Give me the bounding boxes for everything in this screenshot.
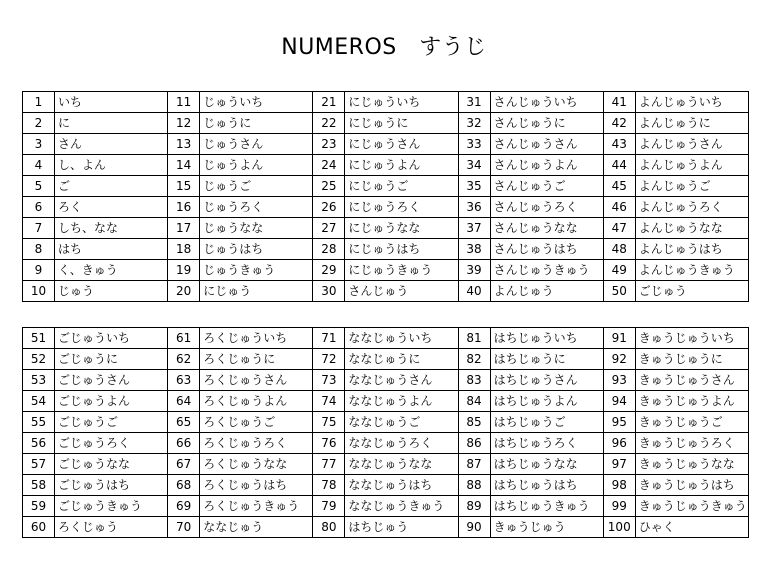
number-cell: 34 [458, 155, 490, 176]
number-cell: 93 [603, 370, 635, 391]
number-cell: 54 [23, 391, 55, 412]
reading-cell: ななじゅうよん [345, 391, 458, 412]
reading-cell: く、きゅう [55, 260, 168, 281]
number-cell: 84 [458, 391, 490, 412]
number-cell: 4 [23, 155, 55, 176]
number-cell: 38 [458, 239, 490, 260]
number-cell: 100 [603, 517, 635, 538]
reading-cell: ろくじゅうろく [200, 433, 313, 454]
number-cell: 76 [313, 433, 345, 454]
number-cell: 55 [23, 412, 55, 433]
reading-cell: ろく [55, 197, 168, 218]
reading-cell: ななじゅういち [345, 328, 458, 349]
reading-cell: はちじゅうきゅう [490, 496, 603, 517]
reading-cell: にじゅうよん [345, 155, 458, 176]
number-cell: 90 [458, 517, 490, 538]
reading-cell: じゅういち [200, 92, 313, 113]
reading-cell: ろくじゅうよん [200, 391, 313, 412]
number-cell: 60 [23, 517, 55, 538]
reading-cell: ろくじゅうきゅう [200, 496, 313, 517]
table-row [23, 328, 749, 349]
reading-cell: よんじゅう [490, 281, 603, 302]
number-cell: 47 [603, 218, 635, 239]
reading-cell: さんじゅうなな [490, 218, 603, 239]
table-row [23, 281, 749, 302]
reading-cell: し、よん [55, 155, 168, 176]
reading-cell: ご [55, 176, 168, 197]
number-cell: 15 [168, 176, 200, 197]
reading-cell: ななじゅうに [345, 349, 458, 370]
number-cell: 8 [23, 239, 55, 260]
reading-cell: ごじゅうご [55, 412, 168, 433]
table-row [23, 454, 749, 475]
number-cell: 13 [168, 134, 200, 155]
reading-cell: ななじゅうさん [345, 370, 458, 391]
table-row [23, 496, 749, 517]
reading-cell: さんじゅうよん [490, 155, 603, 176]
number-cell: 21 [313, 92, 345, 113]
number-cell: 17 [168, 218, 200, 239]
number-cell: 16 [168, 197, 200, 218]
number-cell: 26 [313, 197, 345, 218]
number-cell: 2 [23, 113, 55, 134]
number-cell: 56 [23, 433, 55, 454]
reading-cell: さんじゅうろく [490, 197, 603, 218]
number-cell: 86 [458, 433, 490, 454]
reading-cell: はちじゅうなな [490, 454, 603, 475]
number-cell: 98 [603, 475, 635, 496]
reading-cell: よんじゅういち [635, 92, 748, 113]
numbers-table-51-100 [22, 327, 749, 538]
number-cell: 83 [458, 370, 490, 391]
reading-cell: ごじゅうさん [55, 370, 168, 391]
reading-cell: はちじゅうに [490, 349, 603, 370]
reading-cell: いち [55, 92, 168, 113]
reading-cell: ななじゅうなな [345, 454, 458, 475]
number-cell: 24 [313, 155, 345, 176]
reading-cell: にじゅうさん [345, 134, 458, 155]
reading-cell: ごじゅうろく [55, 433, 168, 454]
table-row [23, 412, 749, 433]
number-cell: 95 [603, 412, 635, 433]
reading-cell: じゅうはち [200, 239, 313, 260]
reading-cell: さんじゅうに [490, 113, 603, 134]
reading-cell: きゅうじゅういち [635, 328, 748, 349]
number-cell: 44 [603, 155, 635, 176]
reading-cell: きゅうじゅう [490, 517, 603, 538]
reading-cell: はちじゅういち [490, 328, 603, 349]
number-cell: 14 [168, 155, 200, 176]
number-cell: 22 [313, 113, 345, 134]
page-title: NUMEROS すうじ [281, 35, 487, 60]
table-row [23, 176, 749, 197]
reading-cell: ななじゅうきゅう [345, 496, 458, 517]
number-cell: 27 [313, 218, 345, 239]
number-cell: 18 [168, 239, 200, 260]
reading-cell: はちじゅうご [490, 412, 603, 433]
reading-cell: じゅうさん [200, 134, 313, 155]
number-cell: 94 [603, 391, 635, 412]
number-cell: 7 [23, 218, 55, 239]
number-cell: 85 [458, 412, 490, 433]
reading-cell: さんじゅうさん [490, 134, 603, 155]
number-cell: 36 [458, 197, 490, 218]
reading-cell: ごじゅうに [55, 349, 168, 370]
number-cell: 40 [458, 281, 490, 302]
reading-cell: よんじゅうはち [635, 239, 748, 260]
reading-cell: じゅうよん [200, 155, 313, 176]
reading-cell: ろくじゅうなな [200, 454, 313, 475]
number-cell: 71 [313, 328, 345, 349]
number-cell: 25 [313, 176, 345, 197]
reading-cell: じゅうなな [200, 218, 313, 239]
number-cell: 87 [458, 454, 490, 475]
reading-cell: はちじゅうよん [490, 391, 603, 412]
reading-cell: きゅうじゅうご [635, 412, 748, 433]
reading-cell: ななじゅうご [345, 412, 458, 433]
reading-cell: にじゅうきゅう [345, 260, 458, 281]
number-cell: 79 [313, 496, 345, 517]
number-cell: 32 [458, 113, 490, 134]
number-cell: 51 [23, 328, 55, 349]
reading-cell: よんじゅうなな [635, 218, 748, 239]
number-cell: 63 [168, 370, 200, 391]
number-cell: 12 [168, 113, 200, 134]
number-cell: 70 [168, 517, 200, 538]
number-cell: 97 [603, 454, 635, 475]
number-cell: 37 [458, 218, 490, 239]
reading-cell: ろくじゅう [55, 517, 168, 538]
number-cell: 66 [168, 433, 200, 454]
number-cell: 64 [168, 391, 200, 412]
reading-cell: はちじゅうさん [490, 370, 603, 391]
number-cell: 42 [603, 113, 635, 134]
number-cell: 48 [603, 239, 635, 260]
table-row [23, 433, 749, 454]
reading-cell: はちじゅう [345, 517, 458, 538]
reading-cell: ごじゅう [635, 281, 748, 302]
reading-cell: にじゅうなな [345, 218, 458, 239]
table-row [23, 475, 749, 496]
number-cell: 57 [23, 454, 55, 475]
reading-cell: よんじゅうに [635, 113, 748, 134]
reading-cell: じゅうきゅう [200, 260, 313, 281]
table-row [23, 197, 749, 218]
reading-cell: ななじゅう [200, 517, 313, 538]
number-cell: 78 [313, 475, 345, 496]
reading-cell: ななじゅうろく [345, 433, 458, 454]
number-cell: 69 [168, 496, 200, 517]
number-cell: 11 [168, 92, 200, 113]
reading-cell: さんじゅういち [490, 92, 603, 113]
reading-cell: にじゅうろく [345, 197, 458, 218]
number-cell: 72 [313, 349, 345, 370]
number-cell: 5 [23, 176, 55, 197]
number-cell: 49 [603, 260, 635, 281]
reading-cell: きゅうじゅうきゅう [635, 496, 748, 517]
table-row [23, 517, 749, 538]
reading-cell: さん [55, 134, 168, 155]
number-cell: 62 [168, 349, 200, 370]
number-cell: 28 [313, 239, 345, 260]
reading-cell: はちじゅうろく [490, 433, 603, 454]
reading-cell: よんじゅうご [635, 176, 748, 197]
number-cell: 75 [313, 412, 345, 433]
table-row [23, 239, 749, 260]
reading-cell: ごじゅうよん [55, 391, 168, 412]
table-row [23, 92, 749, 113]
number-cell: 68 [168, 475, 200, 496]
number-cell: 35 [458, 176, 490, 197]
reading-cell: きゅうじゅうはち [635, 475, 748, 496]
reading-cell: よんじゅうよん [635, 155, 748, 176]
number-cell: 73 [313, 370, 345, 391]
number-cell: 52 [23, 349, 55, 370]
reading-cell: ごじゅうはち [55, 475, 168, 496]
reading-cell: ろくじゅういち [200, 328, 313, 349]
reading-cell: じゅうろく [200, 197, 313, 218]
reading-cell: じゅうに [200, 113, 313, 134]
reading-cell: じゅう [55, 281, 168, 302]
number-cell: 99 [603, 496, 635, 517]
reading-cell: きゅうじゅうに [635, 349, 748, 370]
reading-cell: さんじゅうはち [490, 239, 603, 260]
reading-cell: よんじゅうろく [635, 197, 748, 218]
reading-cell: きゅうじゅうさん [635, 370, 748, 391]
number-cell: 31 [458, 92, 490, 113]
reading-cell: にじゅういち [345, 92, 458, 113]
number-cell: 80 [313, 517, 345, 538]
reading-cell: きゅうじゅうろく [635, 433, 748, 454]
reading-cell: よんじゅうさん [635, 134, 748, 155]
number-cell: 29 [313, 260, 345, 281]
reading-cell: ろくじゅうに [200, 349, 313, 370]
number-cell: 20 [168, 281, 200, 302]
number-cell: 46 [603, 197, 635, 218]
table-row [23, 155, 749, 176]
number-cell: 1 [23, 92, 55, 113]
number-cell: 43 [603, 134, 635, 155]
table-row [23, 349, 749, 370]
reading-cell: にじゅうはち [345, 239, 458, 260]
reading-cell: ごじゅういち [55, 328, 168, 349]
number-cell: 91 [603, 328, 635, 349]
number-cell: 41 [603, 92, 635, 113]
reading-cell: しち、なな [55, 218, 168, 239]
number-cell: 92 [603, 349, 635, 370]
reading-cell: ごじゅうなな [55, 454, 168, 475]
reading-cell: さんじゅうきゅう [490, 260, 603, 281]
reading-cell: ろくじゅうさん [200, 370, 313, 391]
number-cell: 9 [23, 260, 55, 281]
reading-cell: にじゅう [200, 281, 313, 302]
number-cell: 88 [458, 475, 490, 496]
reading-cell: きゅうじゅうよん [635, 391, 748, 412]
number-cell: 81 [458, 328, 490, 349]
number-cell: 74 [313, 391, 345, 412]
reading-cell: ろくじゅうご [200, 412, 313, 433]
number-cell: 39 [458, 260, 490, 281]
number-cell: 96 [603, 433, 635, 454]
reading-cell: ろくじゅうはち [200, 475, 313, 496]
reading-cell: はち [55, 239, 168, 260]
number-cell: 89 [458, 496, 490, 517]
table-row [23, 134, 749, 155]
number-cell: 23 [313, 134, 345, 155]
number-cell: 82 [458, 349, 490, 370]
reading-cell: ななじゅうはち [345, 475, 458, 496]
numbers-table-1-50 [22, 91, 749, 302]
reading-cell: さんじゅう [345, 281, 458, 302]
reading-cell: きゅうじゅうなな [635, 454, 748, 475]
number-cell: 30 [313, 281, 345, 302]
table-row [23, 391, 749, 412]
reading-cell: に [55, 113, 168, 134]
reading-cell: ひゃく [635, 517, 748, 538]
number-cell: 6 [23, 197, 55, 218]
number-cell: 59 [23, 496, 55, 517]
reading-cell: にじゅうに [345, 113, 458, 134]
reading-cell: はちじゅうはち [490, 475, 603, 496]
table-row [23, 260, 749, 281]
number-cell: 53 [23, 370, 55, 391]
number-cell: 50 [603, 281, 635, 302]
table-row [23, 113, 749, 134]
table-row [23, 370, 749, 391]
number-cell: 65 [168, 412, 200, 433]
table-row [23, 218, 749, 239]
number-cell: 61 [168, 328, 200, 349]
reading-cell: さんじゅうご [490, 176, 603, 197]
number-cell: 3 [23, 134, 55, 155]
number-cell: 58 [23, 475, 55, 496]
reading-cell: じゅうご [200, 176, 313, 197]
number-cell: 10 [23, 281, 55, 302]
number-cell: 77 [313, 454, 345, 475]
reading-cell: にじゅうご [345, 176, 458, 197]
number-cell: 45 [603, 176, 635, 197]
number-cell: 19 [168, 260, 200, 281]
reading-cell: よんじゅうきゅう [635, 260, 748, 281]
number-cell: 33 [458, 134, 490, 155]
number-cell: 67 [168, 454, 200, 475]
reading-cell: ごじゅうきゅう [55, 496, 168, 517]
